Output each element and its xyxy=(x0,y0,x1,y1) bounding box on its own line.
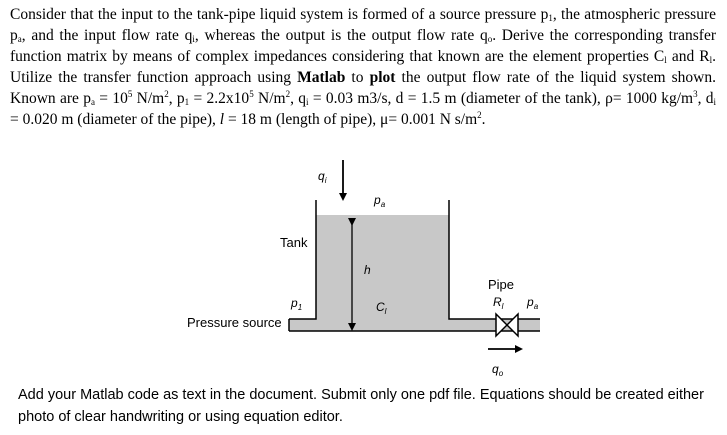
bold-plot: plot xyxy=(369,69,396,86)
superscript: 2 xyxy=(164,89,169,99)
problem-text: = 0.020 m (diameter of the pipe), xyxy=(10,111,220,128)
tank-pipe-diagram xyxy=(0,160,727,382)
subscript: o xyxy=(487,34,493,44)
subscript: a xyxy=(17,34,22,44)
pa-label: $p_a$ xyxy=(374,193,386,209)
problem-text: . Derive the corresponding transfer function matrix by means of complex impedances considering that known are the element properties C xyxy=(10,27,716,65)
p1-label: $p_1$ xyxy=(291,296,303,312)
tank-label: Tank xyxy=(280,235,308,250)
bold-matlab: Matlab xyxy=(297,69,346,86)
pipe-label: Pipe xyxy=(488,277,515,292)
subscript: a xyxy=(90,97,95,107)
problem-text: , the atmospheric pressure p xyxy=(10,6,717,44)
problem-text: N/m xyxy=(132,90,165,107)
cl-label: $C_l$ xyxy=(376,300,387,316)
italic-l: l xyxy=(219,111,225,128)
problem-text: = 18 m (length of pipe), μ= 0.001 N s/m xyxy=(224,111,478,128)
problem-text: and R xyxy=(666,48,710,65)
problem-text: = 10 xyxy=(94,90,128,107)
problem-text: , q xyxy=(290,90,307,107)
problem-text: = 2.2x10 xyxy=(189,90,250,107)
superscript: 5 xyxy=(127,89,133,99)
problem-text: , p xyxy=(168,90,185,107)
rl-label: $R_l$ xyxy=(493,295,504,311)
problem-text: the output flow rate of the liquid system shown. Known are p xyxy=(10,69,716,107)
inlet-pipe-fluid xyxy=(289,319,317,331)
outlet-pipe-fluid xyxy=(448,319,540,331)
problem-text: , and the input flow rate q xyxy=(21,27,193,44)
subscript: l xyxy=(709,55,713,65)
problem-text: , d xyxy=(697,90,714,107)
problem-text: Consider that the input to the tank-pipe liquid system is formed of a source pressure p xyxy=(10,6,549,23)
problem-statement xyxy=(10,4,716,130)
subscript: l xyxy=(664,55,667,65)
pressure-source-label: Pressure source xyxy=(187,315,282,330)
superscript: 3 xyxy=(693,89,698,99)
h-label: h xyxy=(364,263,371,277)
problem-text: . Utilize the transfer function approach using xyxy=(10,48,716,86)
subscript: 1 xyxy=(548,13,553,23)
qi-label: $q_i$ xyxy=(318,169,327,185)
subscript: 1 xyxy=(184,97,190,107)
superscript: 2 xyxy=(477,110,482,120)
pa-outlet-label: $p_a$ xyxy=(527,295,539,311)
problem-text: = 0.03 m3/s, d = 1.5 m (diameter of the tank), ρ= 1000 kg/m xyxy=(308,90,694,107)
superscript: 5 xyxy=(249,89,254,99)
problem-text: , whereas the output is the output flow rate q xyxy=(194,27,488,44)
subscript: i xyxy=(713,97,717,107)
subscript: i xyxy=(306,97,309,107)
subscript: i xyxy=(192,34,195,44)
submission-instructions: Add your Matlab code as text in the document. Submit only one pdf file. Equations should be created either photo of clear handwriting or using equation editor. xyxy=(18,387,704,425)
valve-icon xyxy=(496,314,518,336)
superscript: 2 xyxy=(285,89,291,99)
problem-text: N/m xyxy=(253,90,286,107)
problem-text: . xyxy=(481,111,486,128)
qo-label: $q_o$ xyxy=(492,362,504,378)
problem-text: to xyxy=(345,69,370,86)
